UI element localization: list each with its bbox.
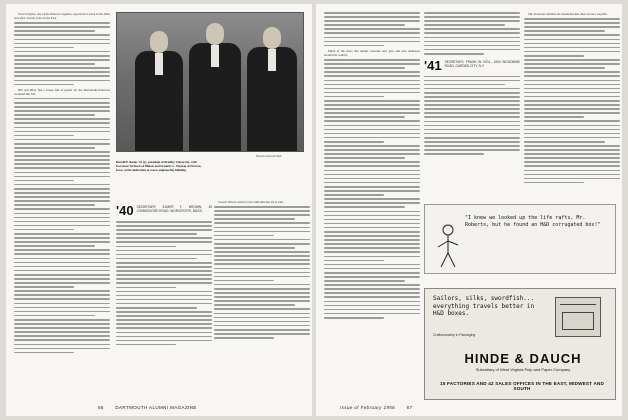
class-heading xyxy=(116,204,212,217)
ad-brand-name: HINDE & DAUCH xyxy=(464,351,582,366)
body-text: Much of the news this month concerns new jobs and new addresses around the country. xyxy=(324,48,420,57)
right-column-1 xyxy=(324,12,420,396)
ad-tagline: Subsidiary of West Virginia Pulp and Paper Company xyxy=(475,367,571,372)
ad-signature: Craftsmanship in Packaging xyxy=(433,333,476,337)
ad-cartoon-quote: "I knew we looked up the life rafts, Mr. Roberts, but he found an H&D corrugated box!" xyxy=(465,215,601,228)
person-right xyxy=(247,47,297,151)
left-page xyxy=(6,4,312,416)
left-column-2 xyxy=(116,200,212,396)
ad-headline: Sailors, silks, swordfish... everything travels better in H&D boxes. xyxy=(433,295,535,318)
magazine-title: DARTMOUTH ALUMNI MAGAZINE xyxy=(115,405,197,410)
class-secretary: SECRETARY, FRANK W. KELL, 1600 WOODBINE ROAD, GARDEN CITY, N.Y. xyxy=(444,59,520,68)
page-number: 66 xyxy=(98,405,104,410)
right-page xyxy=(316,4,622,416)
body-text: Bill and Mary had a house full of guests for the Dartmouth-Princeton weekend this fall. xyxy=(14,87,110,96)
class-year: '40 xyxy=(116,203,134,218)
right-column-3 xyxy=(524,12,620,202)
body-text: Tom Forsythe, one of the Hanover regulars, reports he is back in the Ohio area after several years in the East. xyxy=(14,12,110,21)
hinde-dauch-ad xyxy=(424,288,616,400)
cartoon-figure-icon xyxy=(435,223,461,269)
body-text: Sweets Wilson writes from California that all is well. xyxy=(218,200,284,204)
page-number: 67 xyxy=(406,405,413,410)
body-text: The Treasurer reminds all classmates that dues are now payable. xyxy=(528,12,608,16)
person-center xyxy=(189,43,241,151)
left-column-3 xyxy=(214,200,310,396)
footer-right xyxy=(340,405,412,410)
footer-left xyxy=(98,405,197,410)
class-secretary: SECRETARY, ELMER F. BROWN, 45 COMMODORE ROAD, WORCESTER, MASS. xyxy=(136,205,212,213)
photo-credit: Peoria Journal Star xyxy=(256,154,282,158)
class-heading xyxy=(424,59,520,72)
corrugated-box-icon xyxy=(555,297,601,337)
class-year: '41 xyxy=(424,57,442,73)
news-photo xyxy=(116,12,304,152)
text-block xyxy=(14,22,110,48)
person-left xyxy=(135,51,183,151)
left-column-1 xyxy=(14,12,110,396)
ad-cartoon-panel xyxy=(424,204,616,274)
ad-offices: 15 FACTORIES AND 42 SALES OFFICES IN THE EAST, MIDWEST AND SOUTH xyxy=(439,381,605,391)
issue-date: Issue of February 1956 xyxy=(340,405,396,410)
right-column-2 xyxy=(424,12,520,202)
photo-caption: Harold P. Rodes '41 (c), president of Bradley University, with Governor Stratton of Illinois and Frederic L. Maytag of Newton, Iowa, at the dedication of a new engineering building. xyxy=(116,160,202,172)
